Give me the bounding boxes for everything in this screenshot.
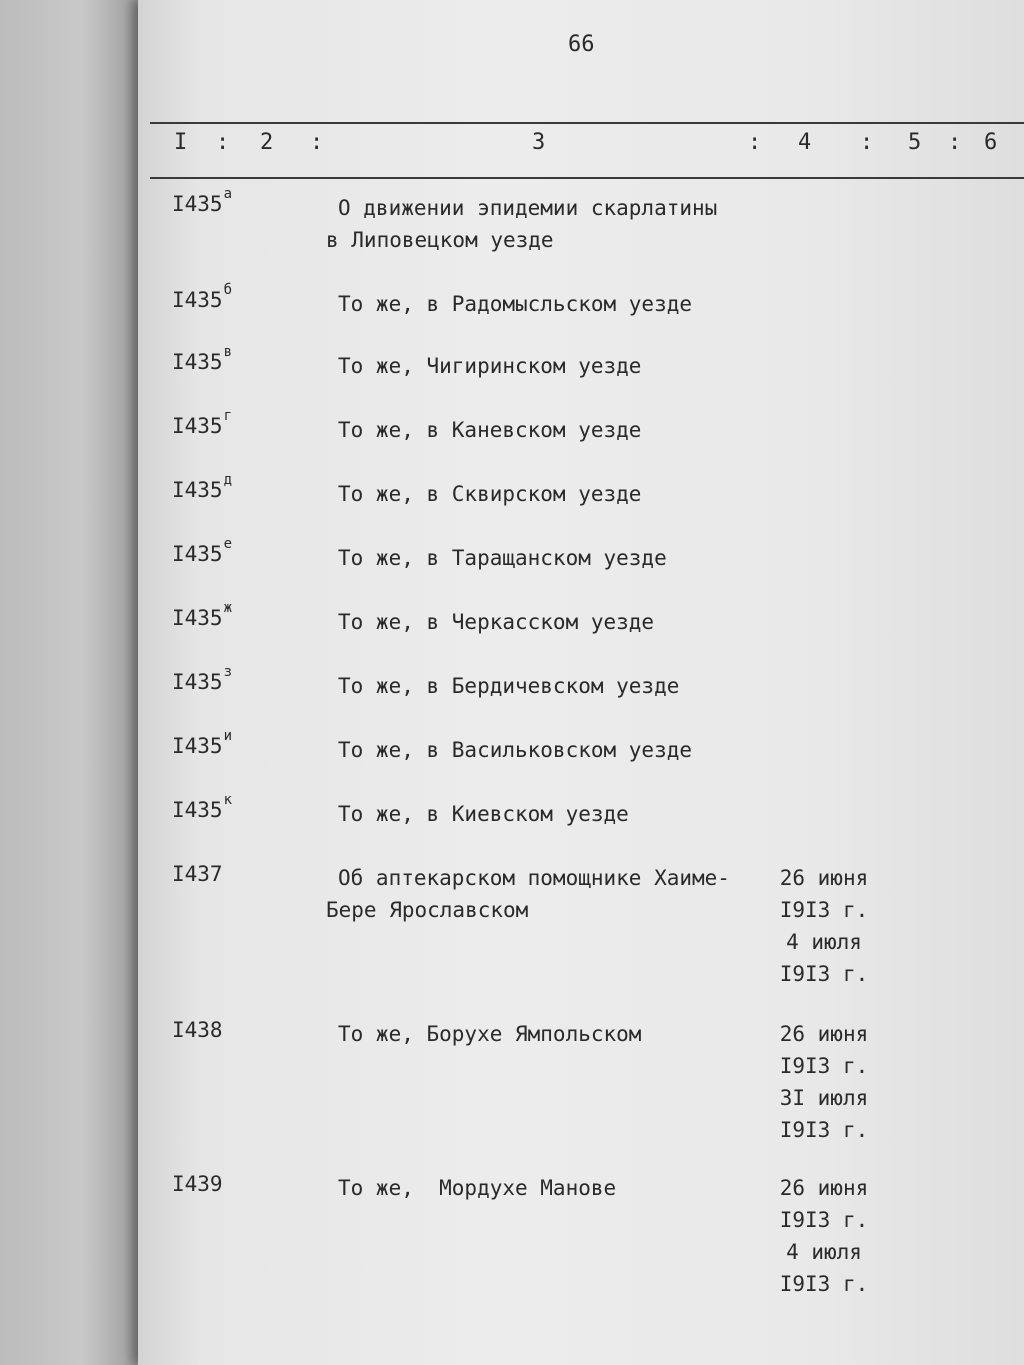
entry-description <box>326 350 641 382</box>
entry-number-text: I439 <box>172 1172 223 1196</box>
header-bottom-rule <box>150 177 1024 179</box>
entry-description <box>326 1018 641 1050</box>
header-separator: : <box>948 130 962 155</box>
entry-description <box>326 414 641 446</box>
description-line: То же, в Радомысльском уезде <box>338 292 693 316</box>
header-separator: : <box>310 130 324 155</box>
entry-number-text: I435 <box>172 542 223 566</box>
header-top-rule <box>150 122 1024 124</box>
entry-number <box>172 472 233 502</box>
entry-description <box>326 288 692 320</box>
header-col-6: 6 <box>984 130 998 155</box>
date-line: I9I3 г. <box>779 1118 869 1142</box>
description-line: Бере Ярославском <box>326 898 529 922</box>
entry-number <box>172 1018 223 1042</box>
date-line: 26 июня <box>779 866 869 890</box>
entry-number-text: I435 <box>172 192 223 216</box>
entry-dates <box>778 862 870 990</box>
entry-number-letter: ж <box>223 600 233 616</box>
date-line: I9I3 г. <box>779 1054 869 1078</box>
description-line: О движении эпидемии скарлатины <box>338 196 718 220</box>
entry-number <box>172 1172 223 1196</box>
entry-number <box>172 186 233 216</box>
header-col-3: 3 <box>532 130 546 155</box>
entry-number-text: I435 <box>172 606 223 630</box>
header-col-4: 4 <box>798 130 812 155</box>
header-col-1: I <box>174 130 188 155</box>
date-line: I9I3 г. <box>779 1272 869 1296</box>
entry-number-text: I435 <box>172 734 223 758</box>
entry-number-text: I435 <box>172 670 223 694</box>
entry-number <box>172 728 233 758</box>
description-line: Об аптекарском помощнике Хаиме- <box>338 866 730 890</box>
entry-dates <box>778 1018 870 1146</box>
date-line: 26 июня <box>779 1022 869 1046</box>
entry-description <box>326 670 679 702</box>
entry-number <box>172 344 233 374</box>
header-separator: : <box>216 130 230 155</box>
description-line: То же, в Черкасском уезде <box>338 610 655 634</box>
entry-number-letter: з <box>223 664 233 680</box>
entry-number-letter: в <box>223 344 233 360</box>
header-separator: : <box>860 130 874 155</box>
entry-number <box>172 600 233 630</box>
date-line: 26 июня <box>779 1176 869 1200</box>
entry-number-text: I435 <box>172 288 223 312</box>
entry-description <box>326 1172 616 1204</box>
entry-description <box>326 798 629 830</box>
entry-number <box>172 408 233 438</box>
header-separator: : <box>748 130 762 155</box>
entry-number <box>172 664 233 694</box>
entry-number <box>172 536 233 566</box>
header-col-5: 5 <box>908 130 922 155</box>
date-line: I9I3 г. <box>779 1208 869 1232</box>
entry-number-text: I435 <box>172 798 223 822</box>
description-line: То же, Чигиринском уезде <box>338 354 642 378</box>
description-line: То же, в Каневском уезде <box>338 418 642 442</box>
date-line: 3I июля <box>779 1086 869 1110</box>
description-line: То же, в Сквирском уезде <box>338 482 642 506</box>
entry-number <box>172 862 223 886</box>
entry-description <box>326 734 692 766</box>
entry-number-letter: г <box>223 408 233 424</box>
entry-number-text: I435 <box>172 350 223 374</box>
entry-number <box>172 282 233 312</box>
entry-number-letter: и <box>223 728 233 744</box>
document-page <box>138 0 1024 1365</box>
description-line: То же, в Бердичевском уезде <box>338 674 680 698</box>
entry-number-text: I435 <box>172 414 223 438</box>
entry-number-text: I435 <box>172 478 223 502</box>
date-line: 4 июля <box>786 930 862 954</box>
entry-description <box>326 606 654 638</box>
entry-number <box>172 792 233 822</box>
entry-number-letter: к <box>223 792 233 808</box>
date-line: 4 июля <box>786 1240 862 1264</box>
entry-number-text: I438 <box>172 1018 223 1042</box>
entry-dates <box>778 1172 870 1300</box>
entry-number-text: I437 <box>172 862 223 886</box>
page-number: 66 <box>568 32 595 57</box>
description-line: в Липовецком уезде <box>326 228 554 252</box>
previous-page-edge <box>0 0 150 1365</box>
date-line: I9I3 г. <box>779 962 869 986</box>
entry-description <box>326 478 641 510</box>
entry-number-letter: б <box>223 282 233 298</box>
description-line: То же, Борухе Ямпольском <box>338 1022 642 1046</box>
header-col-2: 2 <box>260 130 274 155</box>
description-line: То же, в Таращанском уезде <box>338 546 667 570</box>
description-line: То же, Мордухе Манове <box>338 1176 617 1200</box>
entry-description <box>326 192 717 256</box>
entry-description <box>326 542 667 574</box>
description-line: То же, в Васильковском уезде <box>338 738 693 762</box>
entry-number-letter: д <box>223 472 233 488</box>
entry-number-letter: а <box>223 186 233 202</box>
entry-number-letter: е <box>223 536 233 552</box>
entry-description <box>326 862 730 926</box>
description-line: То же, в Киевском уезде <box>338 802 629 826</box>
date-line: I9I3 г. <box>779 898 869 922</box>
